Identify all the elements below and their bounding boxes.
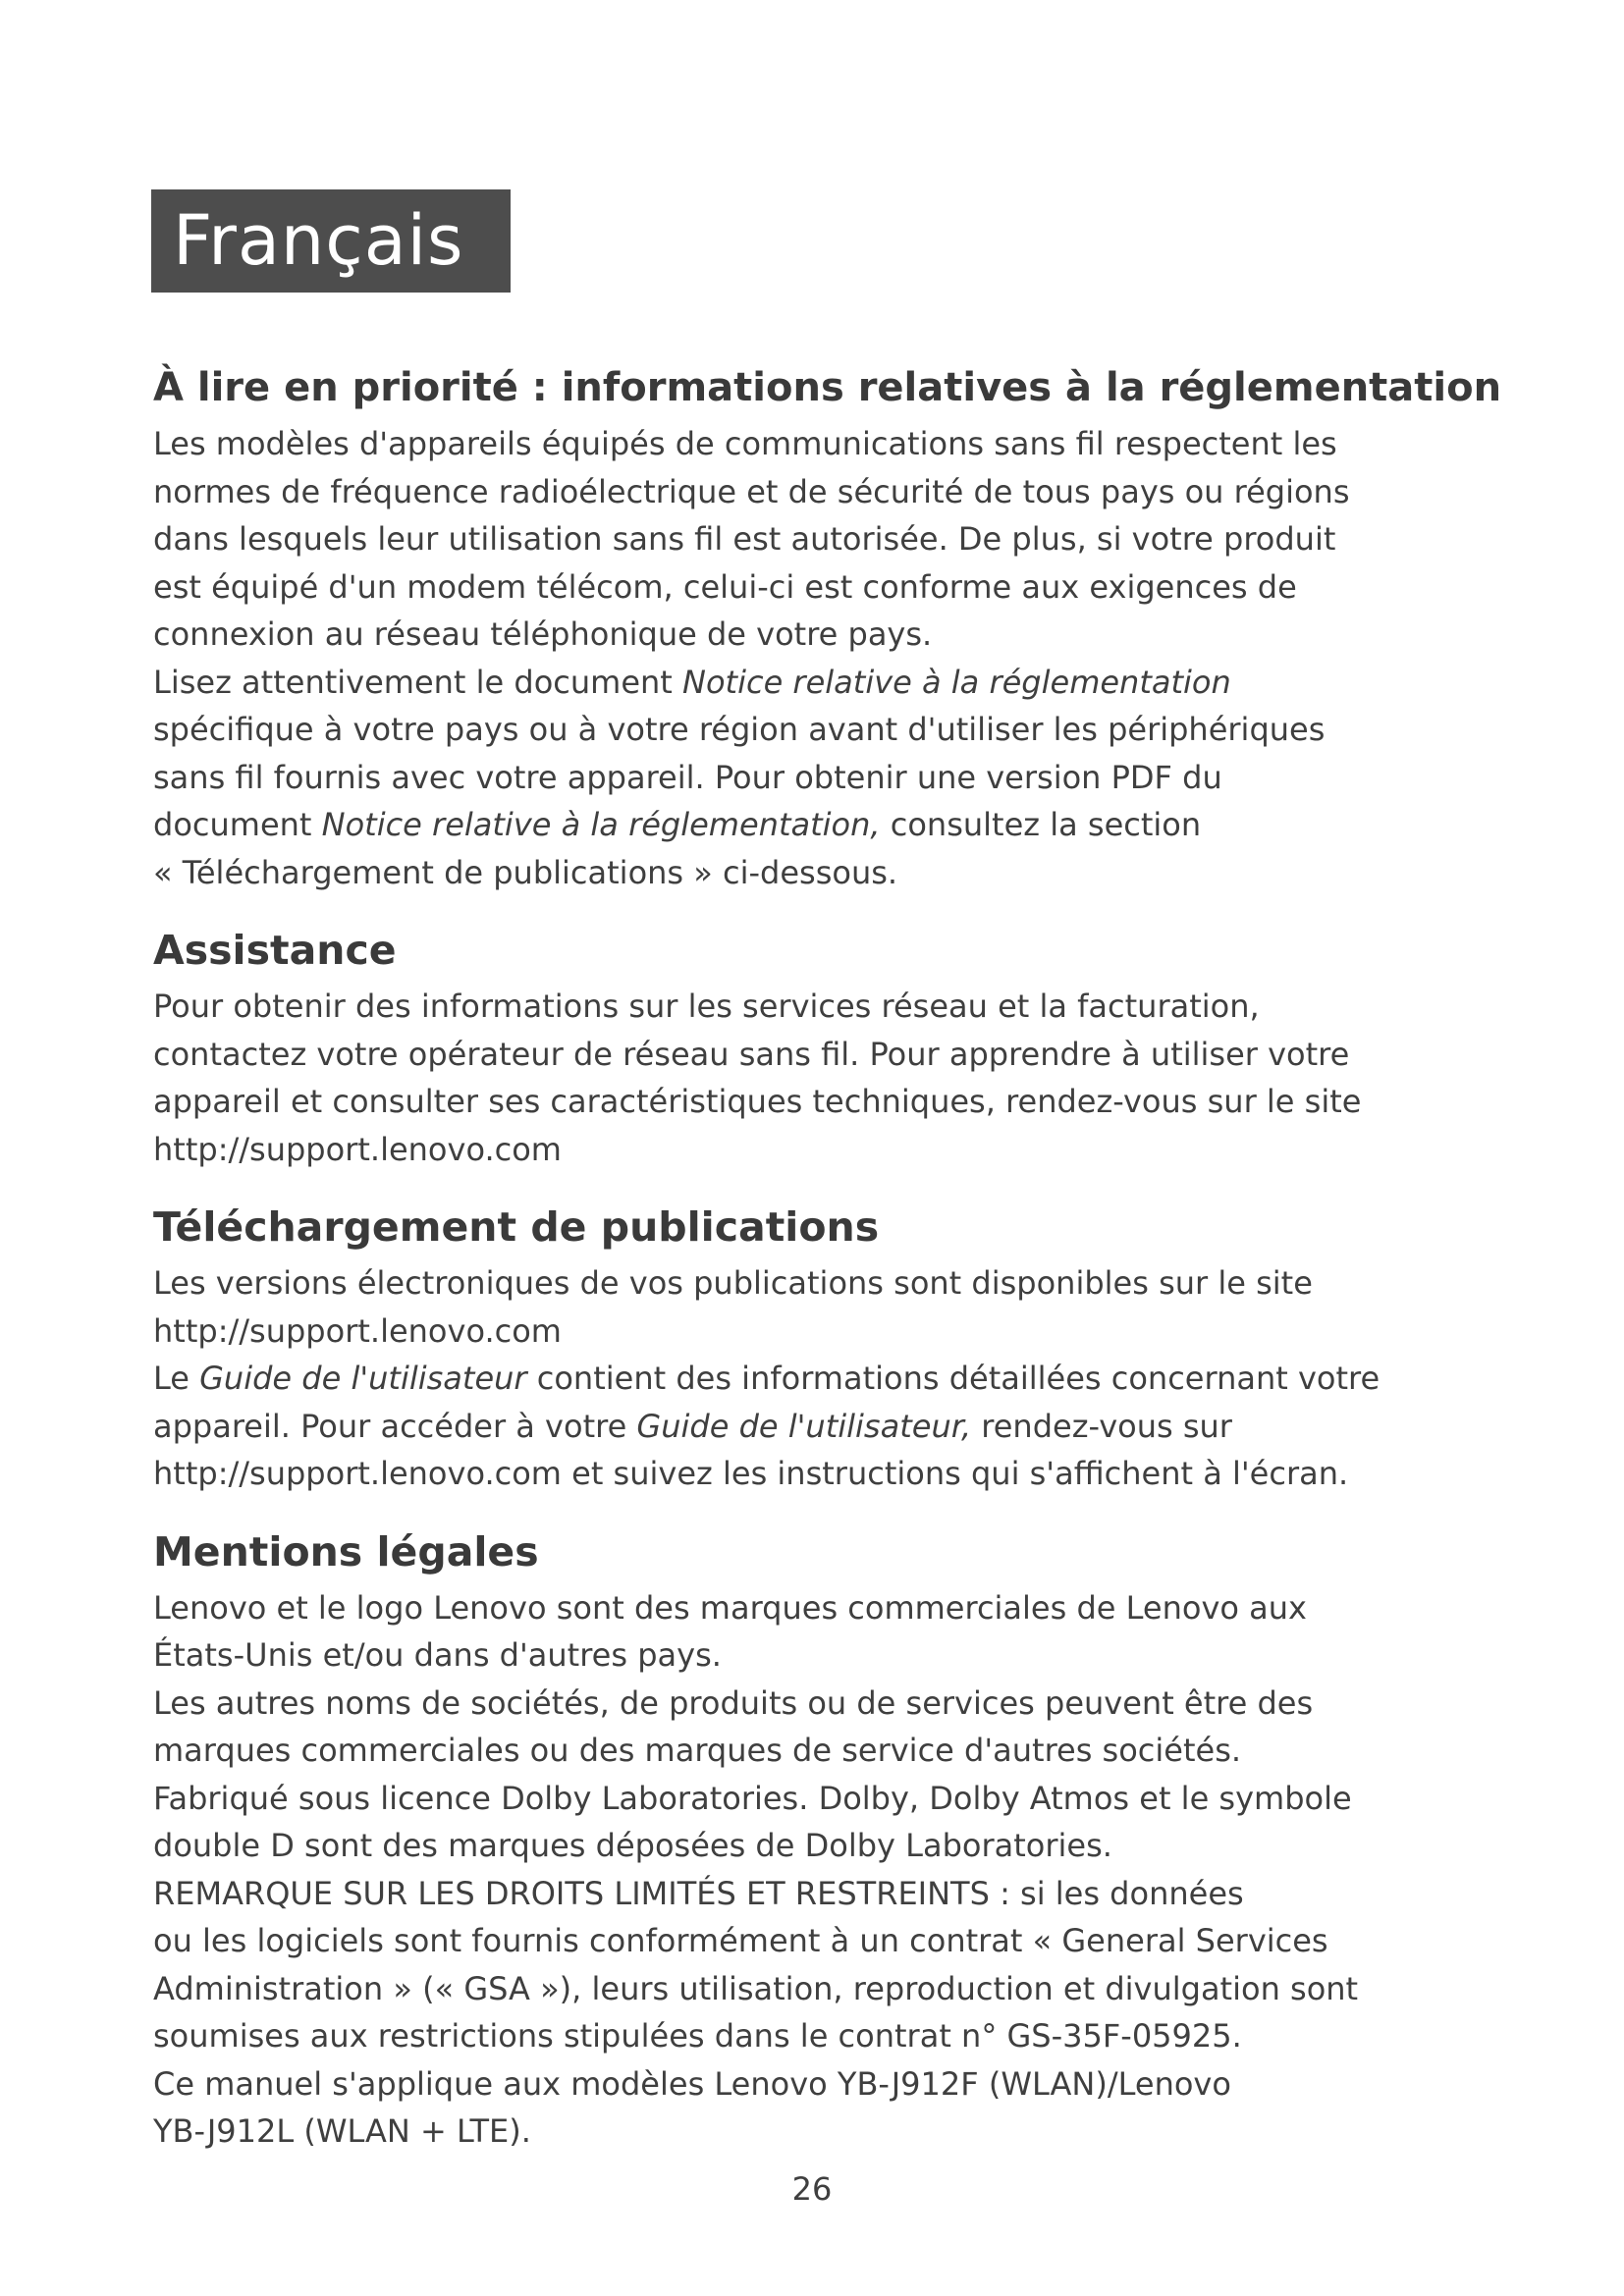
text-line: connexion au réseau téléphonique de votre pays. bbox=[153, 615, 933, 653]
text-line: http://support.lenovo.com et suivez les instructions qui s'affichent à l'écran. bbox=[153, 1455, 1349, 1492]
language-banner: Français bbox=[151, 189, 511, 293]
text-line bbox=[153, 659, 1528, 707]
section-assistance bbox=[153, 918, 1528, 1173]
text-line: normes de fréquence radioélectrique et de sécurité de tous pays ou régions bbox=[153, 472, 1350, 510]
text-line: Pour obtenir des informations sur les services réseau et la facturation, bbox=[153, 988, 1260, 1025]
text-fragment: contient des informations détaillées concernant votre bbox=[526, 1360, 1380, 1397]
text-line bbox=[153, 1355, 1528, 1403]
text-line: Les autres noms de sociétés, de produits ou de services peuvent être des bbox=[153, 1683, 1314, 1722]
text-fragment: Lisez attentivement le document bbox=[153, 663, 683, 701]
text-line: dans lesquels leur utilisation sans fil est autorisée. De plus, si votre produit bbox=[153, 520, 1336, 558]
text-line: Ce manuel s'applique aux modèles Lenovo YB-J912F (WLAN)/Lenovo bbox=[153, 2064, 1231, 2103]
text-line: marques commerciales ou des marques de service d'autres sociétés. bbox=[153, 1732, 1242, 1769]
text-fragment: rendez-vous sur bbox=[971, 1407, 1232, 1445]
page-number: 26 bbox=[791, 2170, 833, 2208]
text-fragment: consultez la section bbox=[880, 806, 1202, 843]
document-title-emphasis: Notice relative à la réglementation bbox=[682, 663, 1231, 701]
text-line: Lenovo et le logo Lenovo sont des marques commerciales de Lenovo aux bbox=[153, 1588, 1307, 1627]
guide-title-emphasis: Guide de l'utilisateur, bbox=[636, 1407, 972, 1445]
text-line: YB-J912L (WLAN + LTE). bbox=[153, 2112, 531, 2150]
text-line: double D sont des marques déposées de Dolby Laboratories. bbox=[153, 1827, 1112, 1864]
text-line: REMARQUE SUR LES DROITS LIMITÉS ET RESTREINTS : si les données bbox=[153, 1874, 1244, 1912]
section-regulatory bbox=[153, 355, 1528, 896]
text-line: est équipé d'un modem télécom, celui-ci est conforme aux exigences de bbox=[153, 567, 1297, 606]
text-fragment: document bbox=[153, 806, 322, 843]
text-line: « Téléchargement de publications » ci-dessous. bbox=[153, 853, 898, 891]
paragraph-regulatory-1 bbox=[153, 420, 1528, 659]
paragraph-assistance bbox=[153, 983, 1528, 1173]
text-line: Fabriqué sous licence Dolby Laboratories. Dolby, Dolby Atmos et le symbole bbox=[153, 1779, 1352, 1817]
text-line bbox=[153, 801, 1528, 849]
text-line: Administration » (« GSA »), leurs utilisation, reproduction et divulgation sont bbox=[153, 1969, 1359, 2007]
text-line: spécifique à votre pays ou à votre région avant d'utiliser les périphériques bbox=[153, 711, 1326, 748]
text-line: Les modèles d'appareils équipés de communications sans fil respectent les bbox=[153, 425, 1337, 462]
paragraph-regulatory-2 bbox=[153, 659, 1528, 897]
text-line: contactez votre opérateur de réseau sans fil. Pour apprendre à utiliser votre bbox=[153, 1035, 1350, 1073]
section-title-legal: Mentions légales bbox=[153, 1527, 539, 1575]
document-body bbox=[153, 355, 1528, 2177]
section-legal bbox=[153, 1520, 1528, 2156]
section-downloads bbox=[153, 1195, 1528, 1498]
guide-title-emphasis: Guide de l'utilisateur bbox=[199, 1360, 527, 1397]
paragraph-legal bbox=[153, 1584, 1528, 2156]
text-fragment: appareil. Pour accéder à votre bbox=[153, 1407, 637, 1445]
section-title-downloads: Téléchargement de publications bbox=[153, 1203, 880, 1251]
text-line: sans fil fournis avec votre appareil. Pour obtenir une version PDF du bbox=[153, 758, 1222, 796]
support-url: http://support.lenovo.com bbox=[153, 1311, 562, 1350]
paragraph-downloads bbox=[153, 1259, 1528, 1498]
text-line: soumises aux restrictions stipulées dans le contrat n° GS-35F-05925. bbox=[153, 2017, 1242, 2055]
document-title-emphasis: Notice relative à la réglementation, bbox=[321, 806, 881, 843]
support-url: http://support.lenovo.com bbox=[153, 1130, 562, 1168]
text-line: Les versions électroniques de vos publications sont disponibles sur le site bbox=[153, 1264, 1313, 1302]
text-fragment: Le bbox=[153, 1360, 200, 1397]
text-line bbox=[153, 1403, 1528, 1451]
section-title-assistance: Assistance bbox=[153, 927, 397, 974]
text-line: appareil et consulter ses caractéristiques techniques, rendez-vous sur le site bbox=[153, 1083, 1362, 1120]
text-line: ou les logiciels sont fournis conformément à un contrat « General Services bbox=[153, 1922, 1328, 1959]
section-title-regulatory: À lire en priorité : informations relatives à la réglementation bbox=[153, 365, 1502, 410]
text-line: États-Unis et/ou dans d'autres pays. bbox=[153, 1636, 722, 1674]
